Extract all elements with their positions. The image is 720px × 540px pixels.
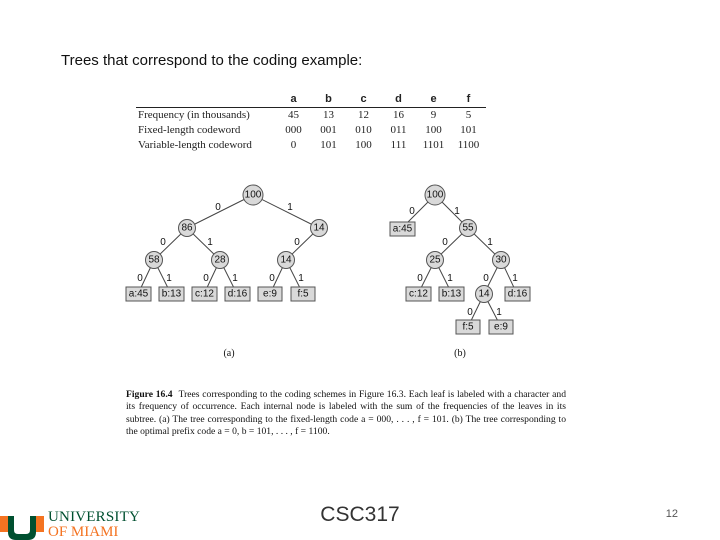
leaf-label: b:13 — [161, 288, 182, 300]
table-cell: 1101 — [422, 139, 445, 151]
edge-label: 1 — [454, 206, 460, 217]
tree-b-sublabel: (b) — [454, 348, 466, 359]
table-cell: 9 — [430, 109, 437, 121]
table-cell: 001 — [320, 124, 337, 136]
edge-label: 1 — [298, 273, 304, 284]
edge-label: 1 — [232, 273, 238, 284]
edge-label: 0 — [294, 237, 300, 248]
tree-node — [427, 252, 444, 269]
figure-label: Figure 16.4 — [126, 389, 173, 400]
node-value: 55 — [462, 222, 474, 234]
leaf-label: d:16 — [507, 288, 528, 300]
row-label: Fixed-length codeword — [138, 124, 241, 136]
table-cell: 100 — [425, 124, 442, 136]
tree-node — [476, 286, 493, 303]
node-value: 28 — [214, 254, 226, 266]
tree-node — [311, 220, 328, 237]
table-cell: 1100 — [457, 139, 480, 151]
edge-label: 1 — [287, 202, 293, 213]
table-cell: 011 — [390, 124, 407, 136]
row-label: Variable-length codeword — [138, 139, 252, 151]
node-value: 100 — [426, 189, 444, 201]
node-value: 25 — [429, 254, 441, 266]
leaf-label: b:13 — [441, 288, 462, 300]
table-cell: 111 — [390, 139, 407, 151]
tree-leaf — [258, 287, 282, 301]
edge-label: 0 — [203, 273, 209, 284]
table-cell: 16 — [393, 109, 404, 121]
table-header-cell: f — [451, 92, 486, 108]
edge-label: 1 — [496, 307, 502, 318]
edge-label: 1 — [207, 237, 213, 248]
tree-leaf — [406, 287, 431, 301]
edge-label: 0 — [409, 206, 415, 217]
edge-label: 0 — [215, 202, 221, 213]
tree-node — [179, 220, 196, 237]
leaf-label: e:9 — [263, 288, 277, 300]
edge-label: 0 — [442, 237, 448, 248]
tree-leaf — [489, 320, 513, 334]
tree-leaf — [192, 287, 217, 301]
tree-leaf — [456, 320, 480, 334]
slide-title: Trees that correspond to the coding example: — [61, 52, 363, 69]
caption-text: Trees corresponding to the coding schemes in Figure 16.3. Each leaf is labeled with a character and its frequency of occurrence. Each internal node is labeled with the sum of the frequencies of the leaves in its subtree. (a) The tree corresponding to the fixed-length code a = 000, . . . , f = 101. (b) The tree corresponding to the optimal prefix code a = 0, b = 101, . . . , f = 1100. — [126, 389, 566, 437]
edge-label: 1 — [487, 237, 493, 248]
tree-node — [460, 220, 477, 237]
tree-node — [493, 252, 510, 269]
tree-leaf — [225, 287, 250, 301]
tree-leaf — [126, 287, 151, 301]
table-cell: 101 — [460, 124, 477, 136]
node-value: 14 — [280, 254, 292, 266]
tree-a-sublabel: (a) — [223, 348, 235, 359]
table-header-cell: b — [311, 92, 346, 108]
leaf-label: d:16 — [227, 288, 248, 300]
table-header-cell: d — [381, 92, 416, 108]
table-cell: 12 — [358, 109, 369, 121]
edge-label: 1 — [166, 273, 172, 284]
edge-label: 1 — [512, 273, 518, 284]
leaf-label: a:45 — [392, 223, 413, 235]
node-value: 14 — [313, 222, 325, 234]
course-footer: CSC317 — [320, 503, 400, 526]
leaf-label: a:45 — [128, 288, 149, 300]
table-cell: 5 — [465, 109, 472, 121]
edge-label: 1 — [447, 273, 453, 284]
tree-node — [278, 252, 295, 269]
table-cell: 010 — [355, 124, 372, 136]
leaf-label: f:5 — [297, 288, 309, 300]
edge-label: 0 — [160, 237, 166, 248]
node-value: 100 — [244, 189, 262, 201]
node-value: 14 — [478, 288, 490, 300]
table-header-cell: c — [346, 92, 381, 108]
table-cell: 0 — [290, 139, 297, 151]
leaf-label: c:12 — [409, 288, 428, 300]
tree-leaf — [291, 287, 315, 301]
edge-label: 0 — [483, 273, 489, 284]
table-cell: 45 — [288, 109, 299, 121]
tree-leaf — [439, 287, 464, 301]
edge-label: 0 — [417, 273, 423, 284]
table-cell: 000 — [285, 124, 302, 136]
table-header-cell: a — [276, 92, 311, 108]
leaf-label: e:9 — [494, 321, 508, 333]
table-cell: 101 — [320, 139, 337, 151]
tree-node — [212, 252, 229, 269]
row-label: Frequency (in thousands) — [138, 109, 250, 121]
logo-line-of-miami: OF MIAMI — [48, 524, 119, 540]
tree-node — [243, 185, 263, 205]
leaf-label: c:12 — [195, 288, 214, 300]
page-number: 12 — [665, 508, 678, 520]
table-cell: 100 — [355, 139, 372, 151]
tree-a-edge-labels — [137, 202, 304, 284]
leaf-label: f:5 — [462, 321, 474, 333]
node-value: 58 — [148, 254, 160, 266]
table-header-cell: e — [416, 92, 451, 108]
tree-leaf — [390, 222, 415, 236]
tree-leaf — [159, 287, 184, 301]
node-value: 86 — [181, 222, 193, 234]
tree-node — [146, 252, 163, 269]
edge-label: 0 — [467, 307, 473, 318]
tree-node — [425, 185, 445, 205]
tree-edge — [253, 195, 319, 228]
table-cell: 13 — [323, 109, 334, 121]
edge-label: 0 — [269, 273, 275, 284]
figure-caption — [126, 389, 566, 438]
logo-line-university: UNIVERSITY — [48, 509, 140, 525]
tree-leaf — [505, 287, 530, 301]
node-value: 30 — [495, 254, 507, 266]
edge-label: 0 — [137, 273, 143, 284]
